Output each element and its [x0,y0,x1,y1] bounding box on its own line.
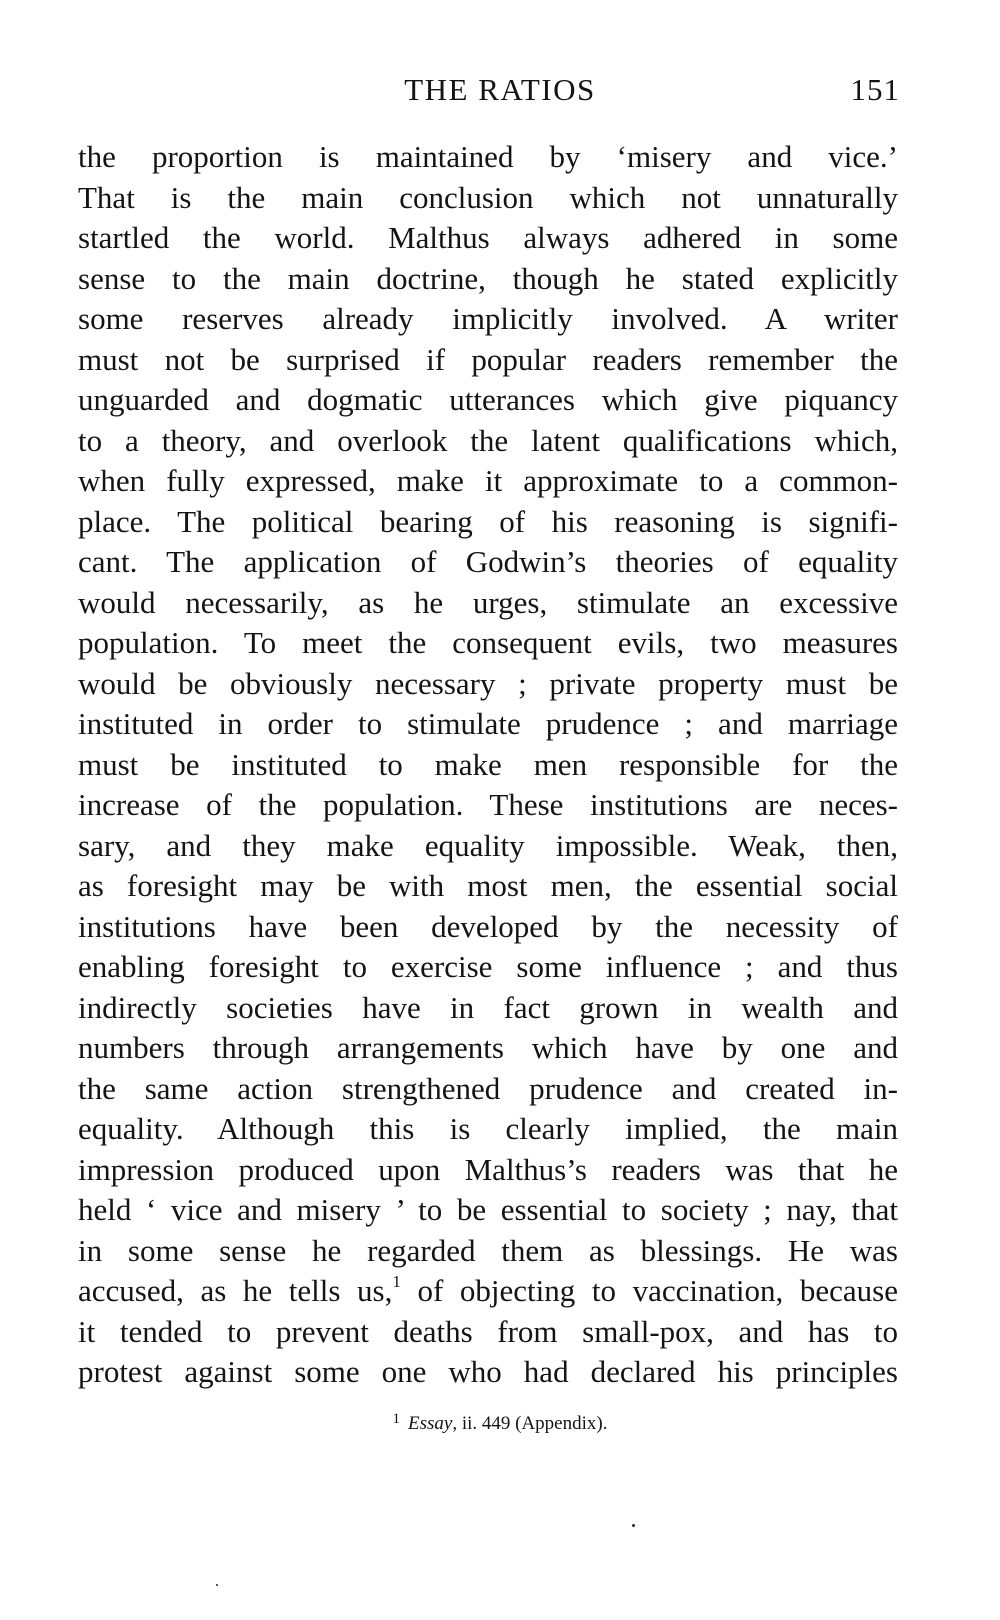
footnote [0,1405,1000,1438]
running-title: THE RATIOS [404,72,596,107]
text-line: numbers through arrangements which have by one and [78,1030,898,1065]
text-line: the same action strengthened prudence and created in- [78,1070,898,1106]
body-text [78,137,898,1393]
text-line: population. To meet the consequent evils, two measures [78,625,898,660]
text-line: would be obviously necessary ; private property must be [78,665,898,701]
text-fragment: of objecting to vaccination, because [400,1273,898,1308]
page-number: 151 [850,72,900,107]
text-line: the proportion is maintained by ‘misery and vice.’ [78,139,898,174]
footnote-reference-text: , ii. 449 (Appendix). [452,1413,608,1434]
text-line: increase of the population. These institutions are neces- [78,787,898,822]
text-line: unguarded and dogmatic utterances which give piquancy [78,382,898,417]
text-line: indirectly societies have in fact grown in wealth and [78,989,898,1025]
text-line: That is the main conclusion which not unnaturally [78,179,898,215]
text-line: startled the world. Malthus always adhered in some [78,220,898,255]
running-head [0,70,1000,110]
print-speck [216,1584,218,1586]
text-line: held ‘ vice and misery ’ to be essential to society ; nay, that [78,1192,898,1227]
text-line: would necessarily, as he urges, stimulate an excessive [78,584,898,620]
text-line-with-footnote-ref [78,1271,898,1312]
text-line: sary, and they make equality impossible. Weak, then, [78,827,898,863]
text-line: place. The political bearing of his reasoning is signifi- [78,503,898,539]
text-line: impression produced upon Malthus’s readers was that he [78,1151,898,1187]
text-line: it tended to prevent deaths from small-pox, and has to [78,1313,898,1349]
text-line: as foresight may be with most men, the essential social [78,868,898,903]
text-line: must not be surprised if popular readers remember the [78,341,898,377]
text-line: some reserves already implicitly involved. A writer [78,301,898,336]
text-line: institutions have been developed by the necessity of [78,908,898,944]
text-line: to a theory, and overlook the latent qualifications which, [78,422,898,458]
text-line: sense to the main doctrine, though he stated explicitly [78,260,898,296]
text-line: cant. The application of Godwin’s theories of equality [78,544,898,579]
text-line: equality. Although this is clearly implied, the main [78,1111,898,1146]
text-line: when fully expressed, make it approximate to a common- [78,463,898,498]
text-line: must be instituted to make men responsible for the [78,746,898,782]
footnote-marker: 1 [392,1411,400,1427]
text-line: protest against some one who had declared his principles [78,1354,898,1389]
footnote-title: Essay [408,1413,453,1434]
text-line: enabling foresight to exercise some influence ; and thus [78,949,898,984]
footnote-reference: 1 [392,1272,401,1291]
text-fragment: accused, as he tells us, [78,1273,393,1308]
text-line: in some sense he regarded them as blessings. He was [78,1232,898,1268]
text-line: instituted in order to stimulate prudence ; and marriage [78,706,898,741]
print-speck [632,1524,635,1527]
